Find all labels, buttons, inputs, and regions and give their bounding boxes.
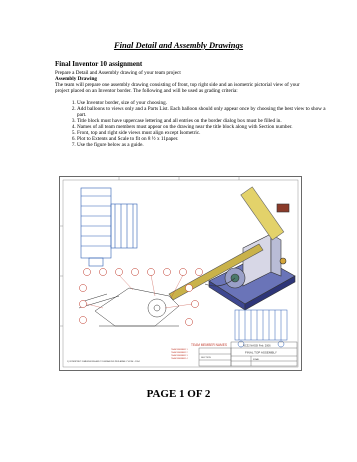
criteria-item: 4. Names of all team members must appear on the drawing near the title block along with Section number. — [77, 124, 327, 130]
title-block-school: NC32 NASSI Feb. 2006 — [243, 344, 271, 348]
team-members-label: TEAM MEMBER NAMES — [191, 343, 227, 347]
page-number-label: PAGE 1 OF 2 — [146, 388, 211, 400]
criteria-item: 7. Use the figure below as a guide. — [77, 142, 327, 148]
criteria-item: 1. Use Inventor border, size of your choosing. — [77, 100, 327, 106]
team-member-line: TEAM MEMBER 1 — [171, 349, 188, 351]
assignment-subtitle: Final Inventor 10 assignment — [55, 60, 143, 68]
final-label: FINAL — [253, 359, 260, 361]
team-member-line: TEAM MEMBER 2 — [171, 352, 188, 354]
criteria-item: 2. Add balloons to views only and a Parts List. Each balloon should only appear once by choosing the best view to show a part. — [77, 106, 327, 118]
title-block-title: FINAL TOP ASSEMBLY — [245, 350, 277, 355]
assembly-drawing-figure — [59, 176, 302, 371]
drawing-notes: 1) INTERPRET DIMENSIONS AND TOLERANCES PER ASME Y14.5M - 1994 — [67, 361, 140, 363]
criteria-item: 3. Title block must have uppercase lettering and all entries on the border dialog box must be filled in. — [77, 118, 327, 124]
criteria-paragraph: The team will prepare one assembly drawing consisting of front, top right side and an isometric pictorial view of your project placed on an Inventor border. The following and will be used as grading criteria: — [55, 82, 300, 94]
team-member-line: TEAM MEMBER 4 — [171, 358, 188, 360]
criteria-item: 5. Front, top and right side views must align except Isometric. — [77, 130, 327, 136]
document-title: Final Detail and Assembly Drawings — [113, 40, 244, 50]
team-member-line: TEAM MEMBER 3 — [171, 355, 188, 357]
section-label: SECTION — [201, 357, 211, 359]
section-heading: Assembly Drawing — [55, 76, 97, 82]
criteria-list — [55, 100, 327, 148]
intro-line: Prepare a Detail and Assembly drawing of your team project — [55, 70, 181, 76]
criteria-item: 6. Plot to Extents and Scale to fit on 8 ½ x 11paper. — [77, 136, 327, 142]
